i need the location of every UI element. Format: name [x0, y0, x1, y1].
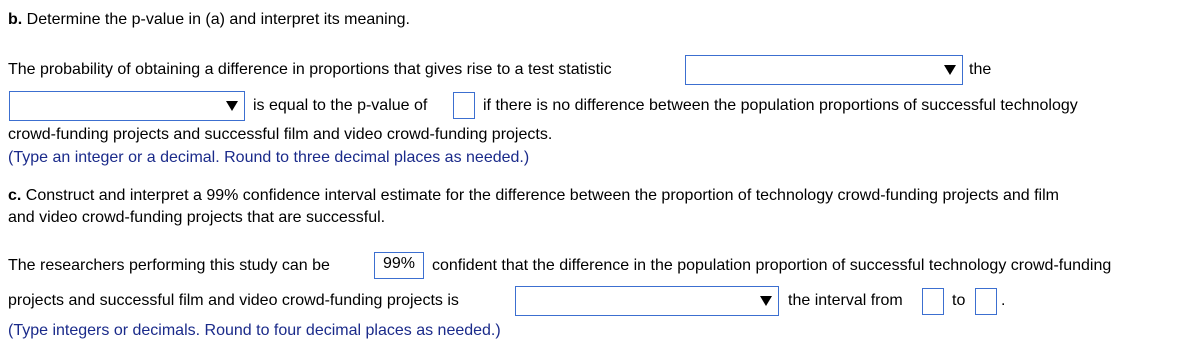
sentence-period: .	[1001, 292, 1006, 309]
part-b-line2b-text: if there is no difference between the population proportions of successful technology	[483, 97, 1078, 114]
part-b-heading	[8, 10, 410, 30]
part-c-letter: c.	[8, 187, 22, 204]
upper-bound-input[interactable]	[975, 288, 997, 315]
confidence-level-value: 99%	[374, 252, 424, 279]
chevron-down-icon	[760, 296, 772, 306]
part-b-hint: (Type an integer or a decimal. Round to three decimal places as needed.)	[8, 149, 530, 166]
part-c-hint: (Type integers or decimals. Round to four decimal places as needed.)	[8, 322, 501, 339]
interval-dropdown[interactable]	[515, 286, 779, 316]
equality-dropdown[interactable]	[9, 91, 245, 121]
chevron-down-icon	[226, 101, 238, 111]
part-c-line2a-text: projects and successful film and video crowd-funding projects is	[8, 292, 459, 309]
p-value-input[interactable]	[453, 92, 475, 119]
part-b-letter: b.	[8, 11, 23, 28]
part-c-line2b-text: the interval from	[788, 292, 903, 309]
part-b-line1-text: The probability of obtaining a difference in proportions that gives rise to a test statistic	[8, 61, 612, 78]
test-statistic-dropdown[interactable]	[685, 55, 963, 85]
part-c-heading-line2: and video crowd-funding projects that are successful.	[8, 209, 386, 226]
part-b-heading-text: Determine the p-value in (a) and interpret its meaning.	[26, 11, 410, 28]
part-b-line2a-text: is equal to the p-value of	[253, 97, 428, 114]
part-b-line3-text: crowd-funding projects and successful film and video crowd-funding projects.	[8, 126, 553, 143]
lower-bound-input[interactable]	[922, 288, 944, 315]
part-c-line1b-text: confident that the difference in the population proportion of successful technology crowd-funding	[432, 257, 1112, 274]
part-c-heading	[8, 186, 1059, 206]
part-b-the-text: the	[969, 61, 992, 78]
part-c-heading-line1: Construct and interpret a 99% confidence interval estimate for the difference between the proportion of technology crowd-funding projects and film	[25, 187, 1059, 204]
chevron-down-icon	[944, 65, 956, 75]
to-label: to	[952, 292, 966, 309]
part-c-line1a-text: The researchers performing this study can be	[8, 257, 330, 274]
